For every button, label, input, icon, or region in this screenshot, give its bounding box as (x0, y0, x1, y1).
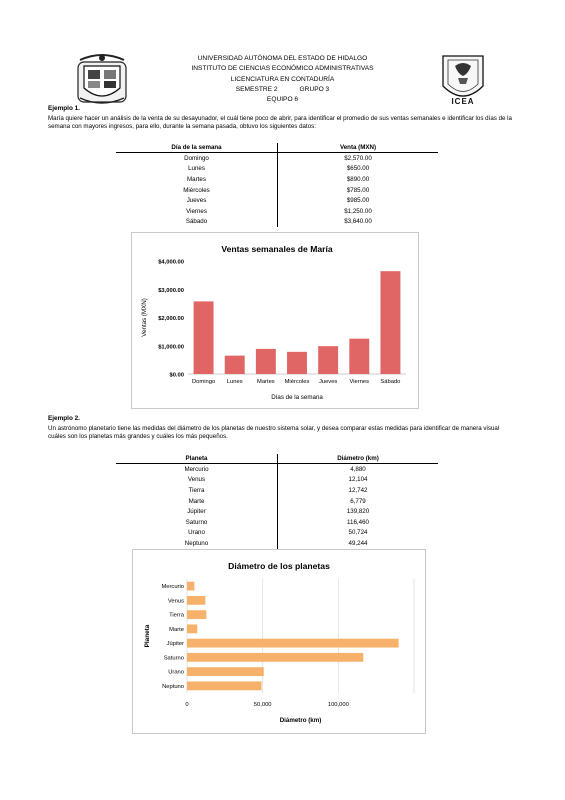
table-cell-label: Domingo (116, 153, 278, 164)
bar (187, 610, 206, 619)
table-row (116, 206, 438, 217)
svg-text:ICEA: ICEA (451, 97, 475, 106)
table-row (116, 506, 438, 517)
bar (187, 667, 264, 676)
university-name: UNIVERSIDAD AUTÓNOMA DEL ESTADO DE HIDALGO (197, 55, 368, 62)
table-header: Día de la semana (116, 143, 278, 153)
example1-title: Ejemplo 1. (48, 105, 80, 112)
y-tick-label: Saturno (163, 655, 184, 662)
chart-title: Ventas semanales de María (221, 244, 333, 254)
bar (194, 301, 214, 374)
x-tick-label: Domingo (191, 379, 216, 385)
semester-group (0, 85, 565, 95)
table-cell-value: $785.00 (346, 186, 370, 194)
table-cell-label: Lunes (116, 164, 278, 175)
bar (187, 582, 194, 591)
x-tick-label: 100,000 (327, 702, 349, 708)
bar (187, 653, 363, 662)
table-cell-label: Urano (116, 528, 278, 539)
table-cell-label: Viernes (116, 206, 278, 217)
table-cell-label: Neptuno (116, 538, 278, 549)
chart-title: Diámetro de los planetas (228, 561, 330, 571)
table-cell-label: Saturno (116, 517, 278, 528)
table-cell-value: 49,244 (348, 539, 368, 547)
table-row (116, 464, 438, 475)
team: EQUIPO 6 (266, 96, 299, 104)
table-header-row (116, 454, 438, 464)
x-tick-label: Miércoles (284, 379, 310, 385)
y-tick-label: Neptuno (162, 683, 184, 690)
x-tick-label: Jueves (318, 379, 338, 385)
y-axis-label: Ventas (MXN) (141, 298, 148, 337)
y-tick-label: Júpiter (166, 641, 184, 648)
table-row (116, 153, 438, 164)
table-row (116, 195, 438, 206)
table-row (116, 217, 438, 228)
bar (349, 339, 369, 374)
y-tick-label: Urano (168, 669, 184, 676)
y-tick-label: Venus (167, 598, 184, 605)
x-tick-label: Lunes (226, 379, 243, 385)
table-row (116, 485, 438, 496)
table-cell-label: Sábado (116, 217, 278, 228)
y-tick-label: $4,000.00 (158, 259, 184, 266)
table-cell-value: 6,779 (350, 497, 366, 505)
table-cell-value: 50,724 (348, 529, 368, 537)
x-axis-label: Diámetro (km) (279, 717, 322, 724)
bar (380, 271, 400, 374)
bar (187, 681, 262, 690)
bar (256, 349, 276, 374)
table-row (116, 185, 438, 196)
semester: SEMESTRE 2 (235, 85, 278, 93)
table-cell-label: Martes (116, 174, 278, 185)
example1-text: María quiere hacer un análisis de la venta de su desayunador, el cuál tiene poco de abrir, para identificar el promedio de sus ventas semanales e identificar los días de la semana con mayores ingresos, para ello, durante la semana pasada, obtuvo los siguientes datos: (48, 115, 512, 131)
program-name: LICENCIATURA EN CONTADURÍA (230, 75, 335, 83)
x-tick-label: Viernes (349, 379, 370, 385)
table-row (116, 174, 438, 185)
x-tick-label: 50,000 (253, 702, 272, 708)
example2-title: Ejemplo 2. (48, 415, 80, 422)
table-cell-value: $650.00 (346, 165, 370, 173)
y-tick-label: Mercurio (161, 584, 184, 591)
table-cell-value: $3,640.00 (344, 218, 372, 226)
bar (187, 596, 205, 605)
x-tick-label: 0 (185, 702, 189, 708)
table-row (116, 517, 438, 528)
bar (318, 346, 338, 374)
sales-bar-chart (132, 233, 418, 408)
table-cell-label: Mercurio (116, 464, 278, 475)
y-tick-label: Marte (169, 626, 184, 633)
table-row (116, 164, 438, 175)
x-axis-label: Días de la semana (271, 394, 323, 401)
table-cell-label: Júpiter (116, 506, 278, 517)
institution-header (0, 54, 565, 105)
planets-bar-chart (133, 550, 425, 733)
bar (225, 356, 245, 374)
institute-name: INSTITUTO DE CIENCIAS ECONÓMICO ADMINISTRATIVAS (191, 65, 374, 73)
x-tick-label: Sábado (380, 379, 401, 385)
y-tick-label: $0.00 (169, 372, 184, 379)
bar (187, 624, 197, 633)
y-tick-label: $3,000.00 (158, 287, 184, 294)
table-row (116, 538, 438, 549)
table-cell-value: $2,570.00 (344, 154, 372, 162)
table-header: Diámetro (km) (278, 454, 439, 464)
bar (187, 639, 399, 648)
example2-text: Un astrónomo planetario tiene las medidas del diámetro de los planetas de nuestro sistema solar, y desea comparar estas medidas para identificar de manera visual cuáles son los planetas más grandes y cuáles los más pequeños. (48, 425, 500, 441)
table-cell-value: 12,104 (348, 476, 368, 484)
table-row (116, 475, 438, 486)
table-row (116, 496, 438, 507)
planets-table (116, 454, 438, 549)
y-tick-label: $1,000.00 (158, 344, 184, 351)
table-cell-value: $985.00 (346, 197, 370, 205)
x-tick-label: Martes (256, 379, 275, 385)
table-cell-value: 12,742 (348, 486, 368, 494)
table-cell-label: Venus (116, 475, 278, 486)
y-tick-label: $2,000.00 (158, 316, 184, 322)
table-cell-value: 116,460 (347, 518, 369, 526)
sales-chart (131, 232, 419, 409)
table-row (116, 528, 438, 539)
y-tick-label: Tierra (169, 612, 184, 619)
table-cell-value: $890.00 (346, 175, 370, 183)
table-cell-label: Tierra (116, 485, 278, 496)
table-cell-value: $1,250.00 (344, 207, 372, 215)
table-cell-value: 139,820 (346, 508, 370, 516)
sales-table (116, 143, 438, 227)
table-header: Venta (MXN) (278, 143, 439, 153)
table-cell-label: Miércoles (116, 185, 278, 196)
table-cell-label: Marte (116, 496, 278, 507)
table-header: Planeta (116, 454, 278, 464)
planets-chart (132, 549, 426, 734)
bar (287, 352, 307, 374)
table-cell-value: 4,880 (350, 465, 366, 473)
table-cell-label: Jueves (116, 195, 278, 206)
y-axis-label: Planeta (144, 624, 151, 648)
group: GRUPO 3 (299, 85, 330, 93)
table-header-row (116, 143, 438, 153)
